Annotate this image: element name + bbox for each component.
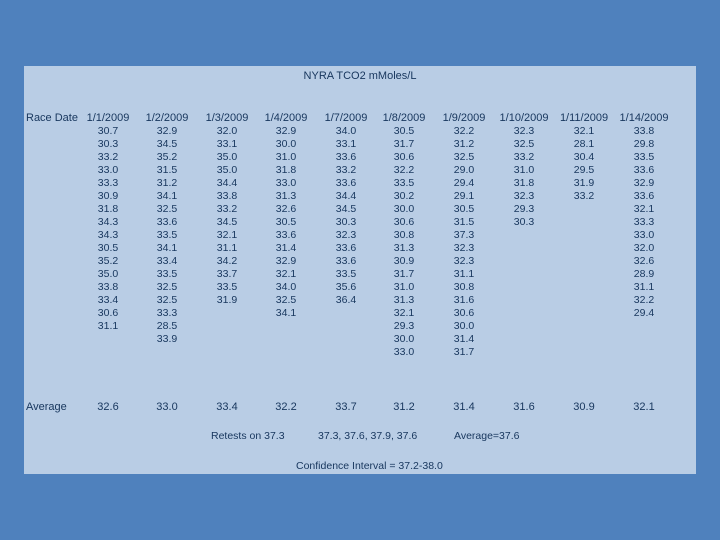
column-average: 31.4 (453, 401, 475, 413)
tco2-value: 30.3 (513, 216, 535, 228)
tco2-value: 32.9 (633, 177, 655, 189)
retest-values: 37.3, 37.6, 37.9, 37.6 (318, 430, 418, 442)
tco2-value: 30.0 (275, 138, 297, 150)
race-date-header: 1/14/2009 (619, 112, 669, 124)
tco2-value: 30.6 (393, 151, 415, 163)
tco2-value: 36.4 (335, 294, 357, 306)
tco2-value: 33.6 (156, 216, 178, 228)
tco2-value: 32.1 (573, 125, 595, 137)
tco2-value: 30.0 (453, 320, 475, 332)
tco2-value: 33.0 (275, 177, 297, 189)
tco2-value: 30.8 (393, 229, 415, 241)
tco2-values (492, 125, 556, 229)
tco2-values (76, 125, 140, 333)
tco2-value: 31.8 (513, 177, 535, 189)
tco2-value: 31.3 (393, 242, 415, 254)
column-average: 32.6 (97, 401, 119, 413)
tco2-value: 34.5 (156, 138, 178, 150)
tco2-value: 31.2 (453, 138, 475, 150)
tco2-value: 29.4 (633, 307, 655, 319)
race-date-header: 1/3/2009 (205, 112, 249, 124)
tco2-value: 28.1 (573, 138, 595, 150)
tco2-values (195, 125, 259, 307)
tco2-value: 32.5 (156, 281, 178, 293)
retest-average: Average=37.6 (454, 430, 520, 442)
tco2-value: 33.1 (216, 138, 238, 150)
tco2-values (254, 125, 318, 320)
tco2-value: 30.3 (335, 216, 357, 228)
tco2-value: 33.2 (573, 190, 595, 202)
tco2-value: 33.2 (97, 151, 119, 163)
column-average: 31.6 (513, 401, 535, 413)
tco2-value: 32.2 (453, 125, 475, 137)
tco2-value: 33.5 (335, 268, 357, 280)
data-table-panel (24, 66, 696, 474)
tco2-value: 33.8 (216, 190, 238, 202)
race-date-header: 1/11/2009 (559, 112, 609, 124)
tco2-value: 31.9 (216, 294, 238, 306)
tco2-value: 30.7 (97, 125, 119, 137)
tco2-values (372, 125, 436, 359)
tco2-value: 32.3 (513, 190, 535, 202)
tco2-value: 34.4 (335, 190, 357, 202)
column-average: 33.4 (216, 401, 238, 413)
date-column (314, 66, 378, 474)
tco2-value: 29.1 (453, 190, 475, 202)
tco2-value: 33.5 (156, 268, 178, 280)
date-column (372, 66, 436, 474)
tco2-value: 33.1 (335, 138, 357, 150)
race-date-header: 1/4/2009 (264, 112, 308, 124)
column-average: 32.1 (633, 401, 655, 413)
tco2-value: 31.7 (393, 268, 415, 280)
tco2-values (432, 125, 496, 359)
tco2-value: 31.3 (393, 294, 415, 306)
tco2-value: 33.2 (513, 151, 535, 163)
tco2-value: 31.0 (513, 164, 535, 176)
tco2-value: 29.3 (393, 320, 415, 332)
date-column (432, 66, 496, 474)
tco2-value: 35.0 (97, 268, 119, 280)
tco2-value: 31.9 (573, 177, 595, 189)
tco2-value: 31.1 (633, 281, 655, 293)
tco2-value: 32.5 (156, 203, 178, 215)
tco2-value: 30.5 (97, 242, 119, 254)
tco2-value: 33.6 (275, 229, 297, 241)
tco2-value: 33.6 (335, 242, 357, 254)
tco2-value: 30.6 (393, 216, 415, 228)
tco2-value: 32.6 (633, 255, 655, 267)
date-column (76, 66, 140, 474)
tco2-value: 32.9 (156, 125, 178, 137)
tco2-value: 34.3 (97, 216, 119, 228)
tco2-value: 33.0 (97, 164, 119, 176)
tco2-value: 33.6 (335, 255, 357, 267)
column-average: 31.2 (393, 401, 415, 413)
tco2-value: 33.8 (97, 281, 119, 293)
date-column (195, 66, 259, 474)
tco2-values (612, 125, 676, 320)
tco2-value: 34.1 (156, 190, 178, 202)
tco2-value: 33.3 (156, 307, 178, 319)
tco2-value: 34.3 (97, 229, 119, 241)
tco2-value: 29.4 (453, 177, 475, 189)
tco2-value: 30.0 (393, 333, 415, 345)
tco2-value: 33.5 (393, 177, 415, 189)
race-date-header: 1/1/2009 (86, 112, 130, 124)
tco2-value: 31.7 (393, 138, 415, 150)
tco2-value: 32.5 (453, 151, 475, 163)
tco2-value: 34.5 (335, 203, 357, 215)
tco2-value: 29.8 (633, 138, 655, 150)
tco2-value: 34.5 (216, 216, 238, 228)
tco2-value: 35.0 (216, 164, 238, 176)
tco2-value: 31.1 (216, 242, 238, 254)
tco2-value: 28.9 (633, 268, 655, 280)
tco2-value: 32.3 (513, 125, 535, 137)
tco2-value: 32.2 (393, 164, 415, 176)
tco2-value: 34.2 (216, 255, 238, 267)
race-date-header: 1/8/2009 (382, 112, 426, 124)
tco2-value: 30.3 (97, 138, 119, 150)
race-date-label: Race Date (26, 112, 78, 124)
tco2-value: 37.3 (453, 229, 475, 241)
tco2-value: 32.1 (393, 307, 415, 319)
race-date-header: 1/7/2009 (324, 112, 368, 124)
tco2-value: 33.5 (216, 281, 238, 293)
race-date-header: 1/9/2009 (442, 112, 486, 124)
tco2-value: 33.5 (633, 151, 655, 163)
tco2-value: 35.6 (335, 281, 357, 293)
tco2-value: 33.0 (633, 229, 655, 241)
tco2-value: 30.6 (97, 307, 119, 319)
tco2-value: 31.1 (97, 320, 119, 332)
tco2-values (314, 125, 378, 307)
tco2-value: 34.1 (275, 307, 297, 319)
tco2-value: 33.3 (633, 216, 655, 228)
race-date-header: 1/10/2009 (499, 112, 549, 124)
tco2-value: 31.1 (453, 268, 475, 280)
tco2-value: 31.8 (97, 203, 119, 215)
tco2-value: 30.0 (393, 203, 415, 215)
tco2-value: 31.0 (393, 281, 415, 293)
race-date-header: 1/2/2009 (145, 112, 189, 124)
tco2-value: 31.8 (275, 164, 297, 176)
tco2-value: 33.8 (633, 125, 655, 137)
tco2-value: 32.3 (453, 255, 475, 267)
tco2-value: 32.9 (275, 125, 297, 137)
tco2-value: 31.5 (156, 164, 178, 176)
date-column (552, 66, 616, 474)
tco2-value: 33.4 (156, 255, 178, 267)
tco2-value: 31.0 (275, 151, 297, 163)
column-average: 30.9 (573, 401, 595, 413)
date-column (612, 66, 676, 474)
tco2-value: 30.2 (393, 190, 415, 202)
tco2-value: 34.1 (156, 242, 178, 254)
tco2-value: 31.3 (275, 190, 297, 202)
tco2-value: 30.8 (453, 281, 475, 293)
tco2-value: 29.5 (573, 164, 595, 176)
tco2-value: 32.0 (216, 125, 238, 137)
tco2-value: 34.0 (335, 125, 357, 137)
tco2-value: 32.5 (156, 294, 178, 306)
tco2-value: 34.0 (275, 281, 297, 293)
average-label: Average (26, 401, 67, 413)
tco2-values (552, 125, 616, 203)
tco2-value: 31.6 (453, 294, 475, 306)
date-column (254, 66, 318, 474)
tco2-value: 30.5 (275, 216, 297, 228)
tco2-value: 33.4 (97, 294, 119, 306)
tco2-value: 33.2 (216, 203, 238, 215)
tco2-value: 32.5 (275, 294, 297, 306)
tco2-value: 30.4 (573, 151, 595, 163)
tco2-value: 35.0 (216, 151, 238, 163)
date-column (135, 66, 199, 474)
column-average: 33.0 (156, 401, 178, 413)
tco2-value: 31.2 (156, 177, 178, 189)
tco2-value: 31.4 (275, 242, 297, 254)
tco2-value: 31.5 (453, 216, 475, 228)
tco2-value: 30.9 (97, 190, 119, 202)
retests-label: Retests on 37.3 (211, 430, 285, 442)
tco2-value: 33.3 (97, 177, 119, 189)
confidence-interval: Confidence Interval = 37.2-38.0 (296, 460, 443, 472)
tco2-value: 33.2 (335, 164, 357, 176)
tco2-value: 33.9 (156, 333, 178, 345)
date-column (492, 66, 556, 474)
tco2-values (135, 125, 199, 346)
tco2-value: 34.4 (216, 177, 238, 189)
tco2-value: 35.2 (156, 151, 178, 163)
tco2-value: 32.3 (335, 229, 357, 241)
tco2-value: 33.7 (216, 268, 238, 280)
tco2-value: 32.3 (453, 242, 475, 254)
tco2-value: 32.1 (633, 203, 655, 215)
column-average: 33.7 (335, 401, 357, 413)
table-title: NYRA TCO2 mMoles/L (303, 70, 417, 82)
tco2-value: 32.2 (633, 294, 655, 306)
tco2-value: 32.1 (216, 229, 238, 241)
tco2-value: 33.6 (633, 190, 655, 202)
tco2-value: 32.0 (633, 242, 655, 254)
tco2-value: 33.6 (633, 164, 655, 176)
tco2-value: 32.1 (275, 268, 297, 280)
tco2-value: 29.0 (453, 164, 475, 176)
tco2-value: 29.3 (513, 203, 535, 215)
tco2-value: 33.5 (156, 229, 178, 241)
tco2-value: 30.6 (453, 307, 475, 319)
tco2-value: 33.6 (335, 177, 357, 189)
tco2-value: 30.9 (393, 255, 415, 267)
tco2-value: 35.2 (97, 255, 119, 267)
tco2-value: 32.9 (275, 255, 297, 267)
tco2-value: 32.6 (275, 203, 297, 215)
tco2-value: 33.6 (335, 151, 357, 163)
tco2-value: 31.4 (453, 333, 475, 345)
tco2-value: 30.5 (453, 203, 475, 215)
tco2-value: 30.5 (393, 125, 415, 137)
tco2-value: 28.5 (156, 320, 178, 332)
tco2-value: 33.0 (393, 346, 415, 358)
column-average: 32.2 (275, 401, 297, 413)
tco2-value: 32.5 (513, 138, 535, 150)
tco2-value: 31.7 (453, 346, 475, 358)
